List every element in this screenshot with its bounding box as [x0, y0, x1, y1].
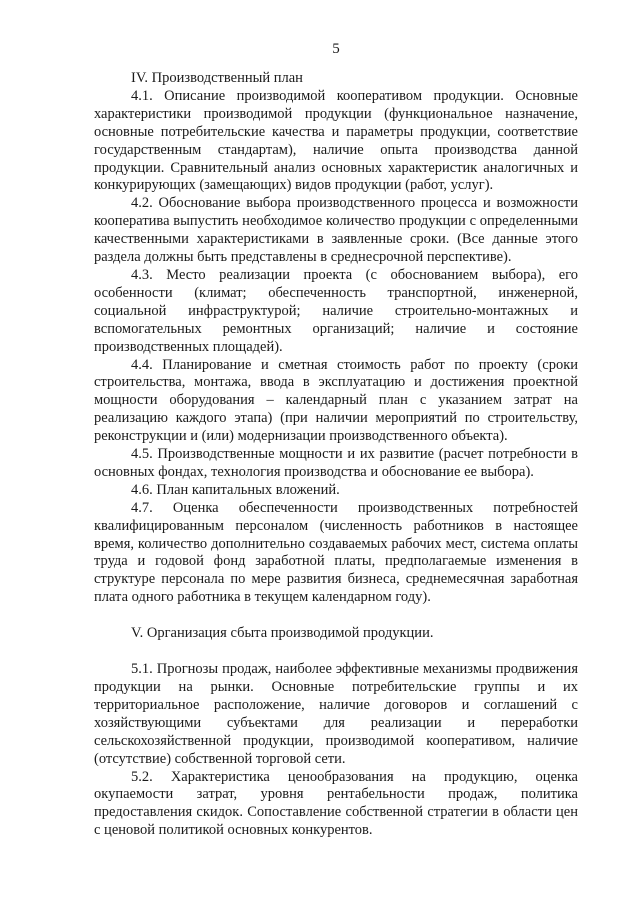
- document-page: [94, 40, 578, 840]
- page-number: 5: [332, 41, 340, 57]
- paragraph-4-2: 4.2. Обоснование выбора производственного процесса и возможности кооператива выпустить необходимое количество продукции с определенными качественными характеристиками в заявленные сроки. (Все данные этого раздела должны быть представлены в среднесрочной перспективе).: [94, 195, 578, 266]
- paragraph-4-1: 4.1. Описание производимой кооперативом продукции. Основные характеристики производимой продукции (функциональное назначение, основные потребительские качества и параметры продукции, соответствие государственным стандартам), наличие опыта производства данной продукции. Сравнительный анализ основных характеристик аналогичных и конкурирующих (замещающих) видов продукции (работ, услуг).: [94, 87, 578, 194]
- paragraph-4-6: 4.6. План капитальных вложений.: [131, 481, 340, 498]
- section-4-heading: IV. Производственный план: [131, 70, 303, 86]
- paragraph-4-3: 4.3. Место реализации проекта (с обоснованием выбора), его особенности (климат; обеспеченность транспортной, инженерной, социальной инфраструктурой; наличие строительно-монтажных и вспомогательных ремонтных организаций; наличие и состояние производственных площадей).: [94, 266, 578, 355]
- paragraph-4-7: 4.7. Оценка обеспеченности производственных потребностей квалифицированным персоналом (численность работников в настоящее время, количество дополнительно создаваемых рабочих мест, система оплаты труда и годовой фонд заработной платы, предполагаемые изменения в структуре персонала по мере развития бизнеса, среднемесячная заработная плата одного работника в текущем календарном году).: [94, 499, 578, 606]
- section-5-heading: V. Организация сбыта производимой продукции.: [131, 625, 434, 642]
- paragraph-4-5: 4.5. Производственные мощности и их развитие (расчет потребности в основных фондах, технология производства и обоснование ее выбора).: [94, 446, 578, 480]
- paragraph-5-2: 5.2. Характеристика ценообразования на продукцию, оценка окупаемости затрат, уровня рентабельности продаж, политика предоставления скидок. Сопоставление собственной стратегии в области цен с ценовой политикой основных конкурентов.: [94, 768, 578, 839]
- paragraph-5-1: 5.1. Прогнозы продаж, наиболее эффективные механизмы продвижения продукции на рынки. Основные потребительские группы и их территориальное расположение, наличие договоров и соглашений с хозяйствующими субъектами для реализации и переработки сельскохозяйственной продукции, производимой кооперативом, наличие (отсутствие) собственной торговой сети.: [94, 661, 578, 767]
- paragraph-4-4: 4.4. Планирование и сметная стоимость работ по проекту (сроки строительства, монтажа, ввода в эксплуатацию и достижения проектной мощности оборудования – календарный план с указанием затрат на реализацию каждого этапа) (при наличии мероприятий по строительству, реконструкции и (или) модернизации производственного объекта).: [94, 356, 578, 445]
